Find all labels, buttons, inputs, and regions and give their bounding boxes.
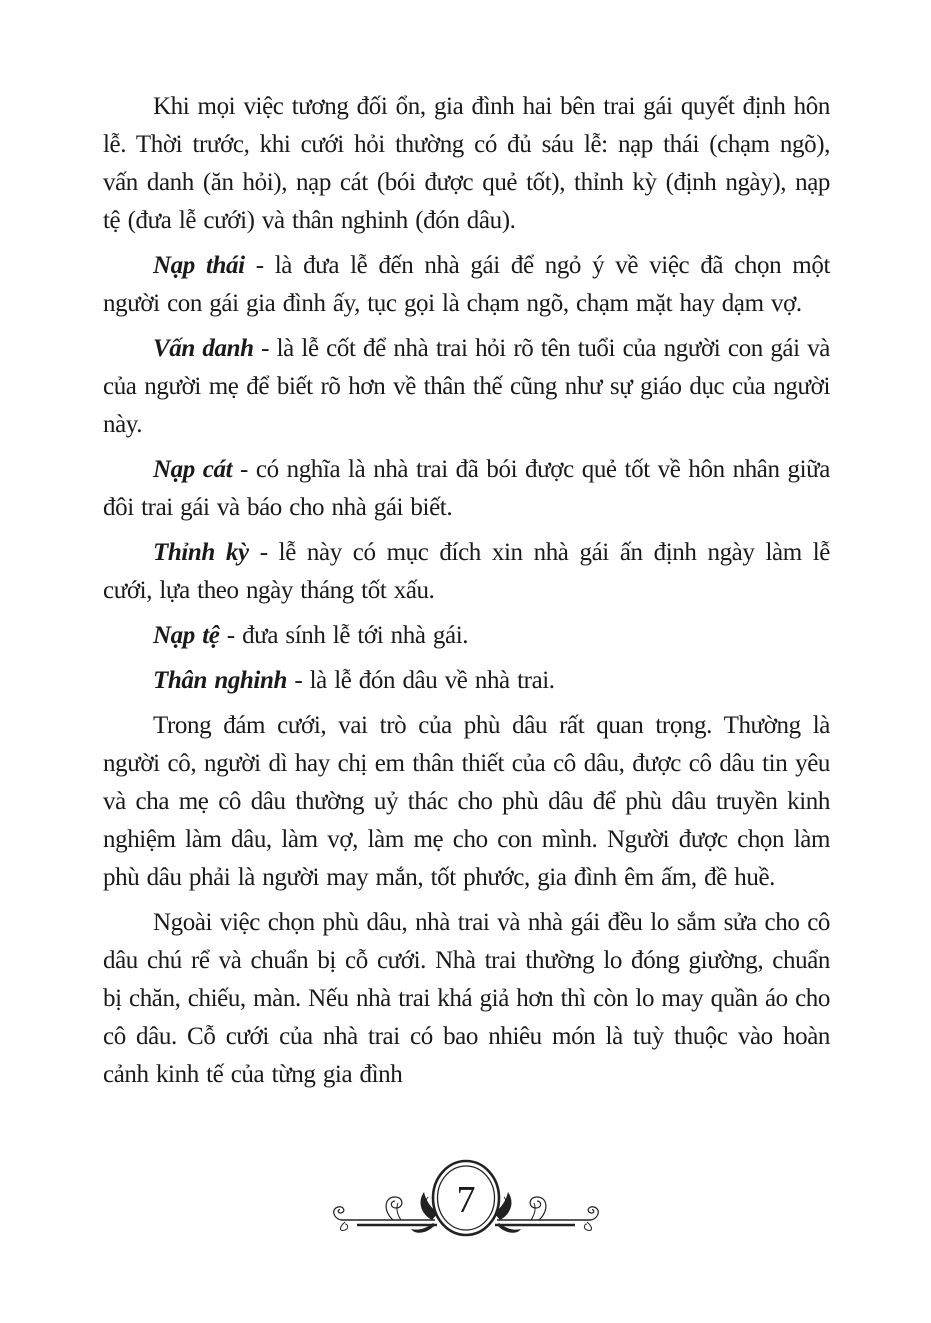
page-number: 7 xyxy=(456,1179,475,1221)
term-label-than-nghinh: Thân nghinh xyxy=(153,667,287,694)
paragraph-text: - có nghĩa là nhà trai đã bói được quẻ tốt về hôn nhân giữa đôi trai gái và báo cho nhà gái biết. xyxy=(103,456,830,521)
paragraph xyxy=(103,330,830,444)
term-label-thinh-ky: Thỉnh kỳ xyxy=(153,539,249,566)
paragraph xyxy=(103,534,830,610)
term-label-nap-thai: Nạp thái xyxy=(153,252,245,279)
paragraph-text: - lễ này có mục đích xin nhà gái ấn định ngày làm lễ cưới, lựa theo ngày tháng tốt xấu. xyxy=(103,539,831,604)
paragraph xyxy=(103,662,830,700)
paragraph xyxy=(103,451,830,527)
paragraph xyxy=(103,904,830,1094)
paragraph-text: - là đưa lễ đến nhà gái để ngỏ ý về việc đã chọn một người con gái gia đình ấy, tục gọi là chạm ngõ, chạm mặt hay dạm vợ. xyxy=(103,252,830,317)
paragraph-text: Khi mọi việc tương đối ổn, gia đình hai bên trai gái quyết định hôn lễ. Thời trước, khi cưới hỏi thường có đủ sáu lễ: nạp thái (chạm ngõ), vấn danh (ăn hỏi), nạp cát (bói được quẻ tốt), thỉnh kỳ (định ngày), nạp tệ (đưa lễ cưới) và thân nghinh (đón dâu). xyxy=(103,93,830,234)
paragraph xyxy=(103,707,830,897)
paragraph-text: - là lễ đón dâu về nhà trai. xyxy=(287,667,555,694)
paragraph-text: - là lễ cốt để nhà trai hỏi rõ tên tuổi của người con gái và của người mẹ để biết rõ hơn về thân thế cũng như sự giáo dục của người này. xyxy=(103,335,830,438)
body-text xyxy=(103,88,830,1101)
paragraph xyxy=(103,247,830,323)
paragraph-text: - đưa sính lễ tới nhà gái. xyxy=(219,622,469,649)
paragraph xyxy=(103,88,830,240)
paragraph-text: Trong đám cưới, vai trò của phù dâu rất quan trọng. Thường là người cô, người dì hay chị em thân thiết của cô dâu, được cô dâu tin yêu và cha mẹ cô dâu thường uỷ thác cho phù dâu để phù dâu truyền kinh nghiệm làm dâu, làm vợ, làm mẹ cho con mình. Người được chọn làm phù dâu phải là người may mắn, tốt phước, gia đình êm ấm, đề huề. xyxy=(103,712,830,891)
ornament-flourish-graphic xyxy=(331,1158,601,1248)
paragraph-text: Ngoài việc chọn phù dâu, nhà trai và nhà gái đều lo sắm sửa cho cô dâu chú rể và chuẩn bị cỗ cưới. Nhà trai thường lo đóng giường, chuẩn bị chăn, chiếu, màn. Nếu nhà trai khá giả hơn thì còn lo may quần áo cho cô dâu. Cỗ cưới của nhà trai có bao nhiêu món là tuỳ thuộc vào hoàn cảnh kinh tế của từng gia đình xyxy=(103,909,830,1088)
term-label-nap-te: Nạp tệ xyxy=(153,622,220,649)
term-label-van-danh: Vấn danh xyxy=(153,335,254,362)
term-label-nap-cat: Nạp cát xyxy=(153,456,233,483)
page-number-ornament xyxy=(331,1158,601,1248)
paragraph xyxy=(103,617,830,655)
